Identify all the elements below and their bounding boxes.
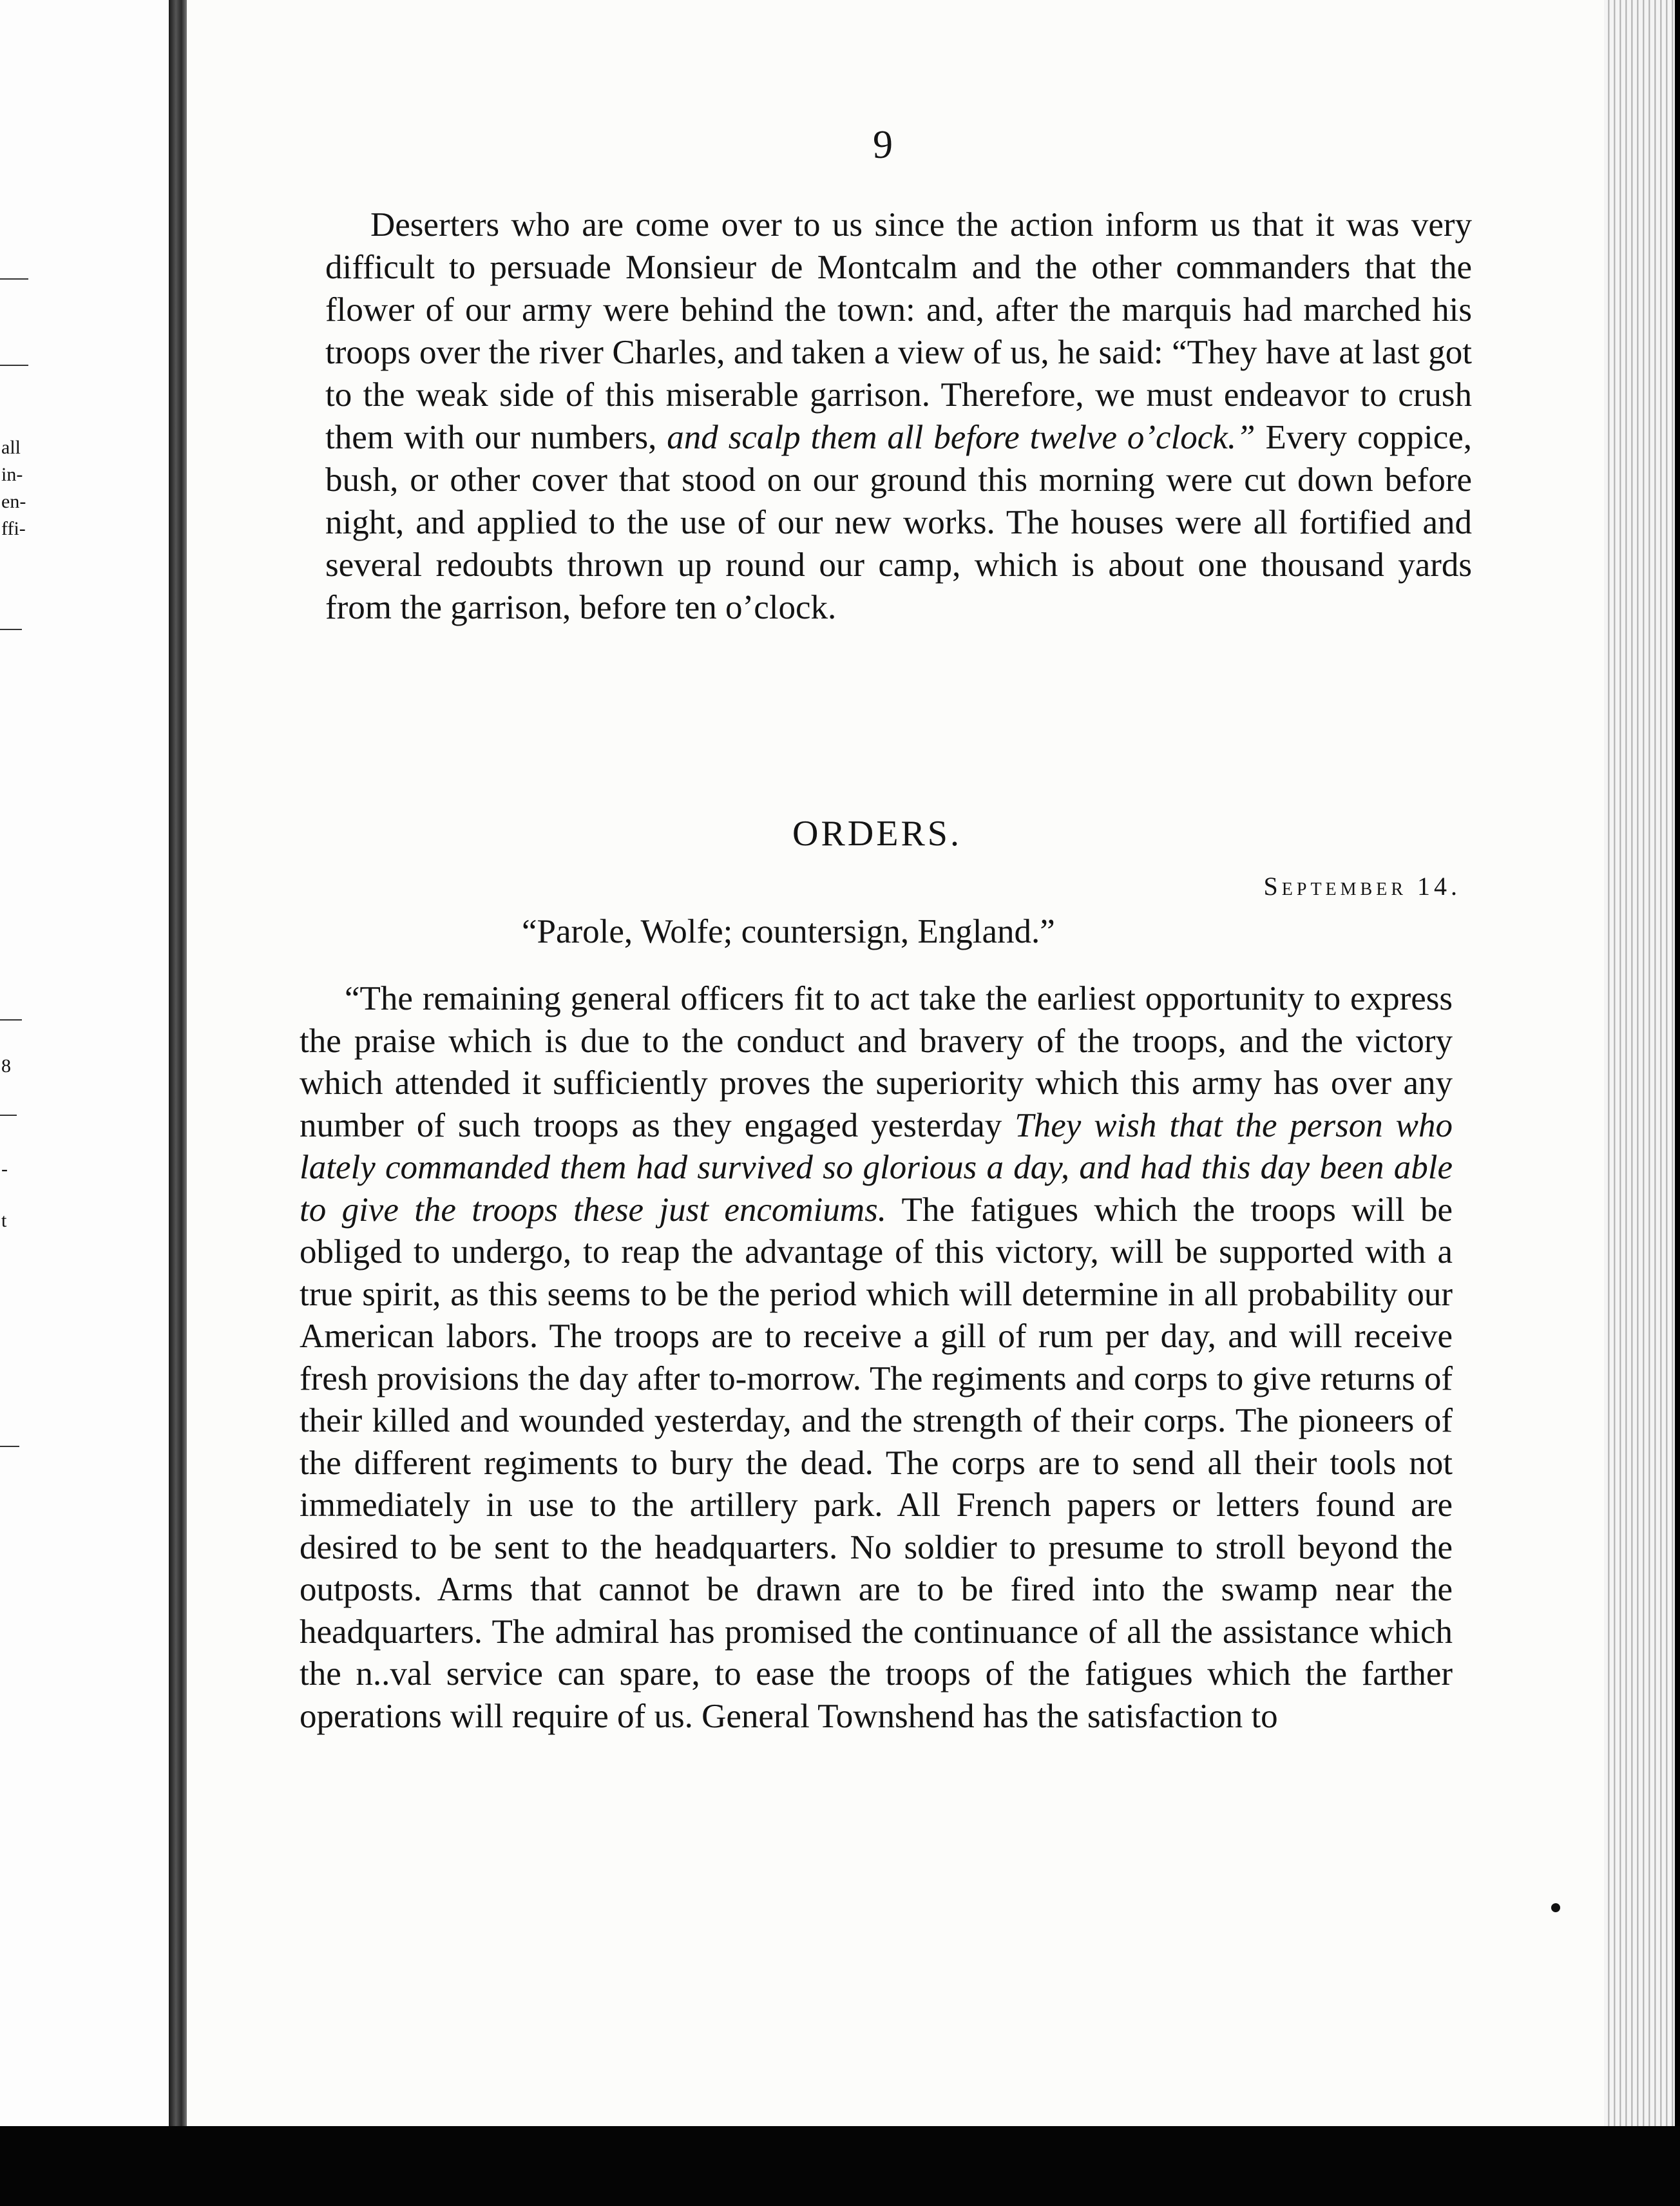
paragraph-text: “The remaining general officers fit to act take the earliest opportunity to express the praise which is due to the conduct and bravery of the troops, and the victory which attended it sufficiently proves the superiority which this army has over any number of such troops as they engaged yesterday: [300, 980, 1453, 1144]
page-number: 9: [873, 123, 893, 167]
paragraph-text: Every coppice, bush, or other cover that stood on our ground this morning were cut down before night, and applied to the use of our new works. The houses were all fortified and several redoubts thrown up round our camp, which is about one thousand yards from the garrison, before ten o’clock.: [325, 419, 1473, 626]
orders-heading: ORDERS.: [792, 814, 962, 854]
facing-page-fragment: all: [1, 437, 21, 458]
margin-rule: [0, 1019, 22, 1021]
margin-rule: [0, 278, 28, 280]
paragraph-orders: [300, 978, 1453, 1738]
facing-page-fragment: en-: [1, 491, 26, 512]
facing-page-fragment: in-: [1, 464, 23, 485]
margin-rule: [0, 1115, 17, 1116]
facing-page: [0, 0, 169, 2126]
facing-page-fragment: 8: [1, 1055, 11, 1077]
facing-page-fragment: ffi-: [1, 518, 26, 539]
facing-page-fragment: -: [1, 1158, 8, 1180]
paragraph-italic: They wish that the person who lately commanded them had survived so glorious a day, and had this day been able to give the troops these just encomiums.: [300, 1106, 1453, 1229]
page-edges: [1604, 0, 1675, 2139]
parole-line: “Parole, Wolfe; countersign, England.”: [522, 913, 1055, 950]
paragraph-italic: and scalp them all before twelve o’clock.”: [667, 419, 1255, 456]
facing-page-fragment: t: [1, 1210, 7, 1231]
scan-border: [0, 2126, 1680, 2206]
paragraph-text: The fatigues which the troops will be obliged to undergo, to reap the advantage of this victory, will be supported with a true spirit, as this seems to be the period which will determine in all probability our American labors. The troops are to receive a gill of rum per day, and will receive fresh provisions the day after to-morrow. The regiments and corps to give returns of their killed and wounded yesterday, and the strength of their corps. The pioneers of the different regiments to bury the dead. The corps are to send all their tools not immediately in use to the artillery park. All French papers or letters found are desired to be sent to the headquarters. No soldier to presume to stroll beyond the outposts. Arms that cannot be drawn are to be fired into the swamp near the headquarters. The admiral has promised the continuance of all the assistance which the n..val service can spare, to ease the troops of the fatigues which the farther operations will require of us. General Townshend has the satisfaction to: [300, 1191, 1453, 1735]
date-line: September 14.: [1263, 872, 1461, 901]
ink-dot: [1551, 1903, 1560, 1912]
margin-rule: [0, 1446, 19, 1447]
paragraph-text: Deserters who are come over to us since the action inform us that it was very difficult to persuade Monsieur de Montcalm and the other commanders that the flower of our army were behind the town: and, after the marquis had marched his troops over the river Charles, and taken a view of us, he said: “They have at last got to the weak side of this miserable garrison. Therefore, we must endeavor to crush them with our numbers,: [325, 206, 1472, 456]
margin-rule: [0, 365, 28, 366]
paragraph-deserters: [325, 204, 1472, 629]
margin-rule: [0, 629, 22, 630]
book-gutter: [169, 0, 187, 2145]
